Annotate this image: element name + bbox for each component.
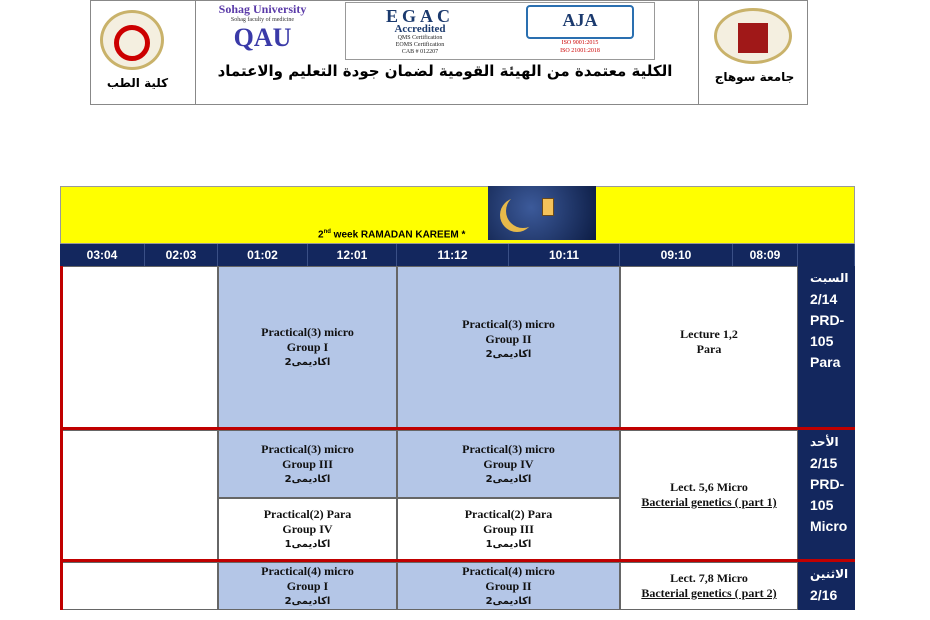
- session-cell[interactable]: Practical(4) micro Group II اكاديمى2: [397, 562, 620, 610]
- time-slot: 11:12: [397, 244, 509, 266]
- empty-slot: [60, 562, 218, 610]
- qau-line3: QAU: [233, 23, 292, 52]
- time-slot: 08:09: [733, 244, 798, 266]
- lecture-cell[interactable]: Lect. 5,6 Micro Bacterial genetics ( part 1): [620, 430, 798, 560]
- lecture-cell[interactable]: Lecture 1,2 Para: [620, 266, 798, 428]
- accreditation-statement: الكلية معتمدة من الهيئة القومية لضمان جودة التعليم والاعتماد: [217, 62, 673, 80]
- egac-title: EGAC: [385, 6, 454, 26]
- empty-slot: [60, 266, 218, 428]
- lecture-cell[interactable]: Lect. 7,8 Micro Bacterial genetics ( part 2): [620, 562, 798, 610]
- crescent-lantern-image: [488, 186, 596, 240]
- sohag-university-logo: [714, 8, 792, 64]
- egac-l3: CAB # 012207: [401, 49, 439, 55]
- session-cell[interactable]: Practical(3) micro Group III اكاديمى2: [218, 430, 397, 498]
- session-cell[interactable]: Practical(3) micro Group I اكاديمى2: [218, 266, 397, 428]
- session-cell[interactable]: Practical(2) Para Group III اكاديمى1: [397, 498, 620, 560]
- qau-line1: Sohag University: [218, 2, 307, 16]
- qau-logo: [205, 2, 320, 58]
- faculty-of-medicine-logo: [100, 10, 164, 70]
- time-slot: 02:03: [145, 244, 218, 266]
- divider: [195, 0, 196, 105]
- time-slot: 10:11: [509, 244, 620, 266]
- egac-sub: Accredited: [394, 23, 446, 35]
- left-border: [60, 266, 63, 610]
- time-slot: 12:01: [308, 244, 397, 266]
- day-label: السبت 2/14 PRD- 105 Para: [798, 266, 855, 428]
- session-cell[interactable]: Practical(3) micro Group IV اكاديمى2: [397, 430, 620, 498]
- certification-logos: [345, 2, 655, 60]
- egac-l1: QMS Certification: [397, 35, 443, 41]
- banner-title: 2nd week RAMADAN KAREEM *: [318, 229, 466, 241]
- aja-l2: ISO 21001:2018: [560, 48, 600, 54]
- day-label: الاثنين 2/16: [798, 562, 855, 610]
- session-cell[interactable]: Practical(3) micro Group II اكاديمى2: [397, 266, 620, 428]
- session-cell[interactable]: Practical(4) micro Group I اكاديمى2: [218, 562, 397, 610]
- aja-logo: [526, 5, 634, 55]
- divider: [698, 0, 699, 105]
- time-slot: 03:04: [60, 244, 145, 266]
- time-slot: 01:02: [218, 244, 308, 266]
- time-slot: 09:10: [620, 244, 733, 266]
- aja-l1: ISO 9001:2015: [561, 40, 599, 46]
- aja-title: AJA: [526, 5, 634, 39]
- qau-line2: Sohag faculty of medicine: [230, 17, 295, 23]
- day-header: [798, 244, 855, 266]
- egac-l2: EOMS Certification: [395, 42, 445, 48]
- university-caption: جامعة سوهاج: [714, 70, 795, 84]
- empty-slot: [60, 430, 218, 560]
- day-label: الأحد 2/15 PRD- 105 Micro: [798, 430, 855, 560]
- session-cell[interactable]: Practical(2) Para Group IV اكاديمى1: [218, 498, 397, 560]
- egac-logo: [346, 3, 494, 56]
- faculty-caption: كلية الطب: [106, 76, 169, 90]
